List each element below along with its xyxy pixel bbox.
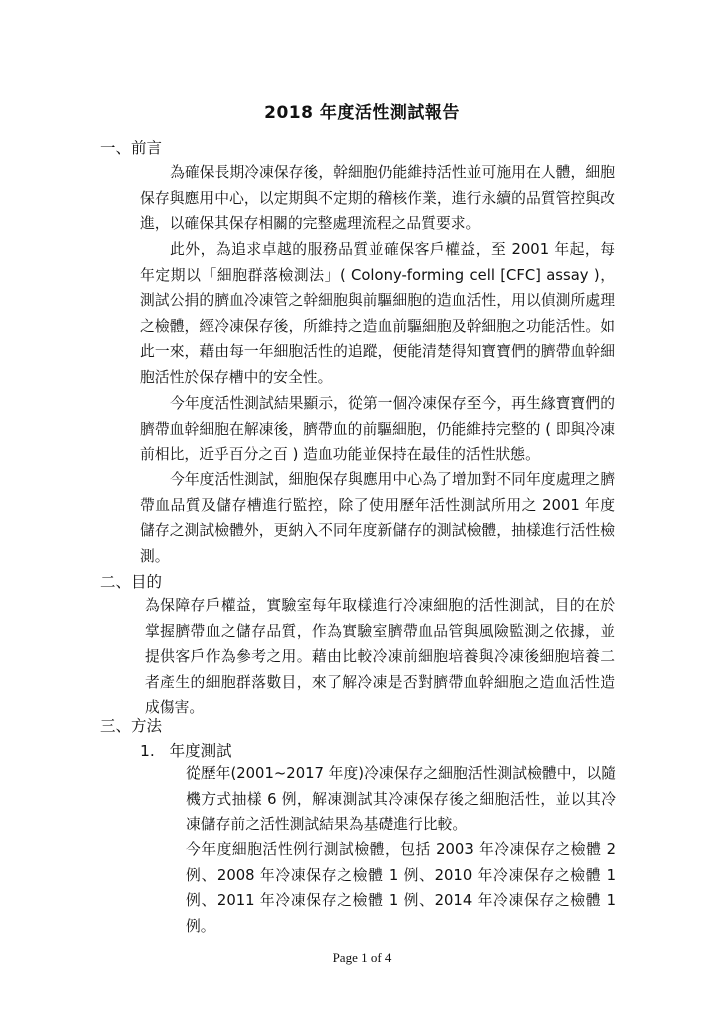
- section-heading-purpose: 二、目的: [100, 573, 163, 591]
- method-subheading-annual-test: 1. 年度測試: [140, 742, 232, 760]
- page-number-footer: Page 1 of 4: [332, 950, 392, 965]
- method-paragraph-2: 今年度細胞活性例行測試檢體，包括 2003 年冷凍保存之檢體 2 例、2008 年冷凍保存之檢體 1 例、2010 年冷凍保存之檢體 1 例、2011 年冷凍保存之檢體 1 例、2014 年冷凍保存之檢體 1 例。: [186, 841, 616, 935]
- preface-paragraph-1: 為確保長期冷凍保存後，幹細胞仍能維持活性並可施用在人體，細胞保存與應用中心，以定期與不定期的稽核作業，進行永續的品質管控與改進，以確保其保存相關的完整處理流程之品質要求。: [140, 164, 615, 232]
- section-heading-preface: 一、前言: [100, 139, 163, 157]
- preface-paragraph-4: 今年度活性測試，細胞保存與應用中心為了增加對不同年度處理之臍帶血品質及儲存槽進行監控，除了使用歷年活性測試所用之 2001 年度儲存之測試檢體外，更納入不同年度新儲存的測試檢體，抽樣進行活性檢測。: [140, 471, 615, 565]
- purpose-paragraph: 為保障存戶權益，實驗室每年取樣進行冷凍細胞的活性測試，目的在於掌握臍帶血之儲存品質，作為實驗室臍帶血品管與風險監測之依據，並提供客戶作為參考之用。藉由比較冷凍前細胞培養與冷凍後細胞培養二者產生的細胞群落數目，來了解冷凍是否對臍帶血幹細胞之造血活性造成傷害。: [145, 597, 615, 716]
- method-paragraph-1: 從歷年(2001~2017 年度)冷凍保存之細胞活性測試檢體中，以隨機方式抽樣 6 例，解凍測試其冷凍保存後之細胞活性，並以其冷凍儲存前之活性測試結果為基礎進行比較。: [186, 765, 616, 833]
- preface-paragraph-2: 此外，為追求卓越的服務品質並確保客戶權益，至 2001 年起，每年定期以「細胞群落檢測法」( Colony-forming cell [CFC] assay )，測試公捐的臍血冷凍管之幹細胞與前驅細胞的造血活性，用以偵測所處理之檢體，經冷凍保存後，所維持之造血前驅細胞及幹細胞之功能活性。如此一來，藉由每一年細胞活性的追蹤，便能清楚得知寶寶們的臍帶血幹細胞活性於保存槽中的安全性。: [140, 241, 615, 386]
- section-heading-method: 三、方法: [100, 717, 163, 735]
- report-title: 2018 年度活性測試報告: [264, 103, 460, 123]
- preface-paragraph-3: 今年度活性測試結果顯示，從第一個冷凍保存至今，再生緣寶寶們的臍帶血幹細胞在解凍後，臍帶血的前驅細胞，仍能維持完整的 ( 即與冷凍前相比，近乎百分之百 ) 造血功能並保持在最佳的活性狀態。: [140, 395, 615, 463]
